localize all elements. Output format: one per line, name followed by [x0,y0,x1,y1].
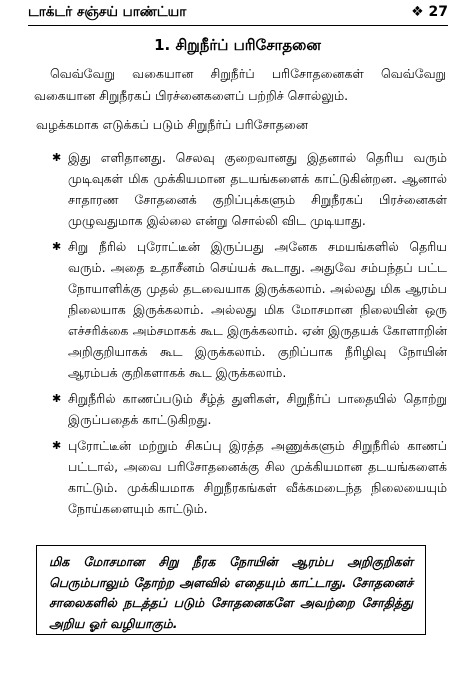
bullet-text: சிறுநீரில் காணப்படும் சீழ்த் துளிகள், சிறுநீர்ப் பாதையில் தொற்று இருப்பதைக் காட்டுகிறது. [68,391,447,427]
asterisk-bullet-icon: ✱ [52,240,62,253]
running-head-author: டாக்டர் சஞ்சய் பாண்ட்யா [28,4,187,20]
bullet-list [52,147,447,524]
bullet-text: இது எளிதானது. செலவு குறைவானது இதனால் தெரிய வரும் முடிவுகள் மிக முக்கியமான தடயங்களைக் காட்டுகின்றன. ஆனால் சாதாரண சோதனைக் குறிப்புக்களும் சிறுநீரகப் பிரச்னைகள் முழுவதுமாக இல்லை என்று சொல்லி விட முடியாது. [68,150,447,228]
list-item [52,236,447,383]
asterisk-bullet-icon: ✱ [52,392,62,405]
intro-paragraph: வெவ்வேறு வகையான சிறுநீர்ப் பரிசோதனைகள் வெவ்வேறு வகையான சிறுநீரகப் பிரச்னைகளைப் பற்றிச் சொல்லும். [34,66,446,103]
chapter-title: 1. சிறுநீர்ப் பரிசோதனை [154,36,321,54]
list-item [52,388,447,430]
page-header [28,4,448,24]
list-item [52,435,447,519]
bullet-text: சிறு நீரில் புரோட்டீன் இருப்பது அனேக சமயங்களில் தெரிய வரும். அதை உதாசீனம் செய்யக் கூடாது. அதுவே சம்பந்தப் பட்ட நோயாளிக்கு முதல் தடவையாக இருக்கலாம். அல்லது மிக ஆரம்ப நிலையாக இருக்கலாம். அல்லது மிக மோசமான நிலையின் ஒரு எச்சரிக்கை அம்சமாகக் கூட இருக்கலாம். ஏன் இருதயக் கோளாறின் அறிகுறியாகக் கூட இருக்கலாம். குறிப்பாக நீரிழிவு நோயின் ஆரம்பக் குறிகளாகக் கூட இருக்கலாம். [68,239,447,380]
callout-box: மிக மோசமான சிறு நீரக நோயின் ஆரம்ப அறிகுறிகள் பெரும்பாலும் தோற்ற அளவில் எதையும் காட்டாது. சோதனைச் சாலைகளில் நடத்தப் படும் சோதனைகளே அவற்றை சோதித்து அறிய ஓர் வழியாகும். [36,545,426,635]
section-heading: வழக்கமாக எடுக்கப் படும் சிறுநீர்ப் பரிசோதனை [36,117,309,132]
page-number: ❖ 27 [411,4,448,20]
asterisk-bullet-icon: ✱ [52,151,62,164]
asterisk-bullet-icon: ✱ [52,439,62,452]
header-rule [28,25,448,26]
bullet-text: புரோட்டீன் மற்றும் சிகப்பு இரத்த அணுக்களும் சிறுநீரில் காணப் பட்டால், அவை பரிசோதனைக்கு சில முக்கியமான தடயங்களைக் காட்டும். முக்கியமாக சிறுநீரகங்கள் வீக்கமடைந்த நிலையையும் நோய்களையும் காட்டும். [68,438,447,516]
list-item [52,147,447,231]
